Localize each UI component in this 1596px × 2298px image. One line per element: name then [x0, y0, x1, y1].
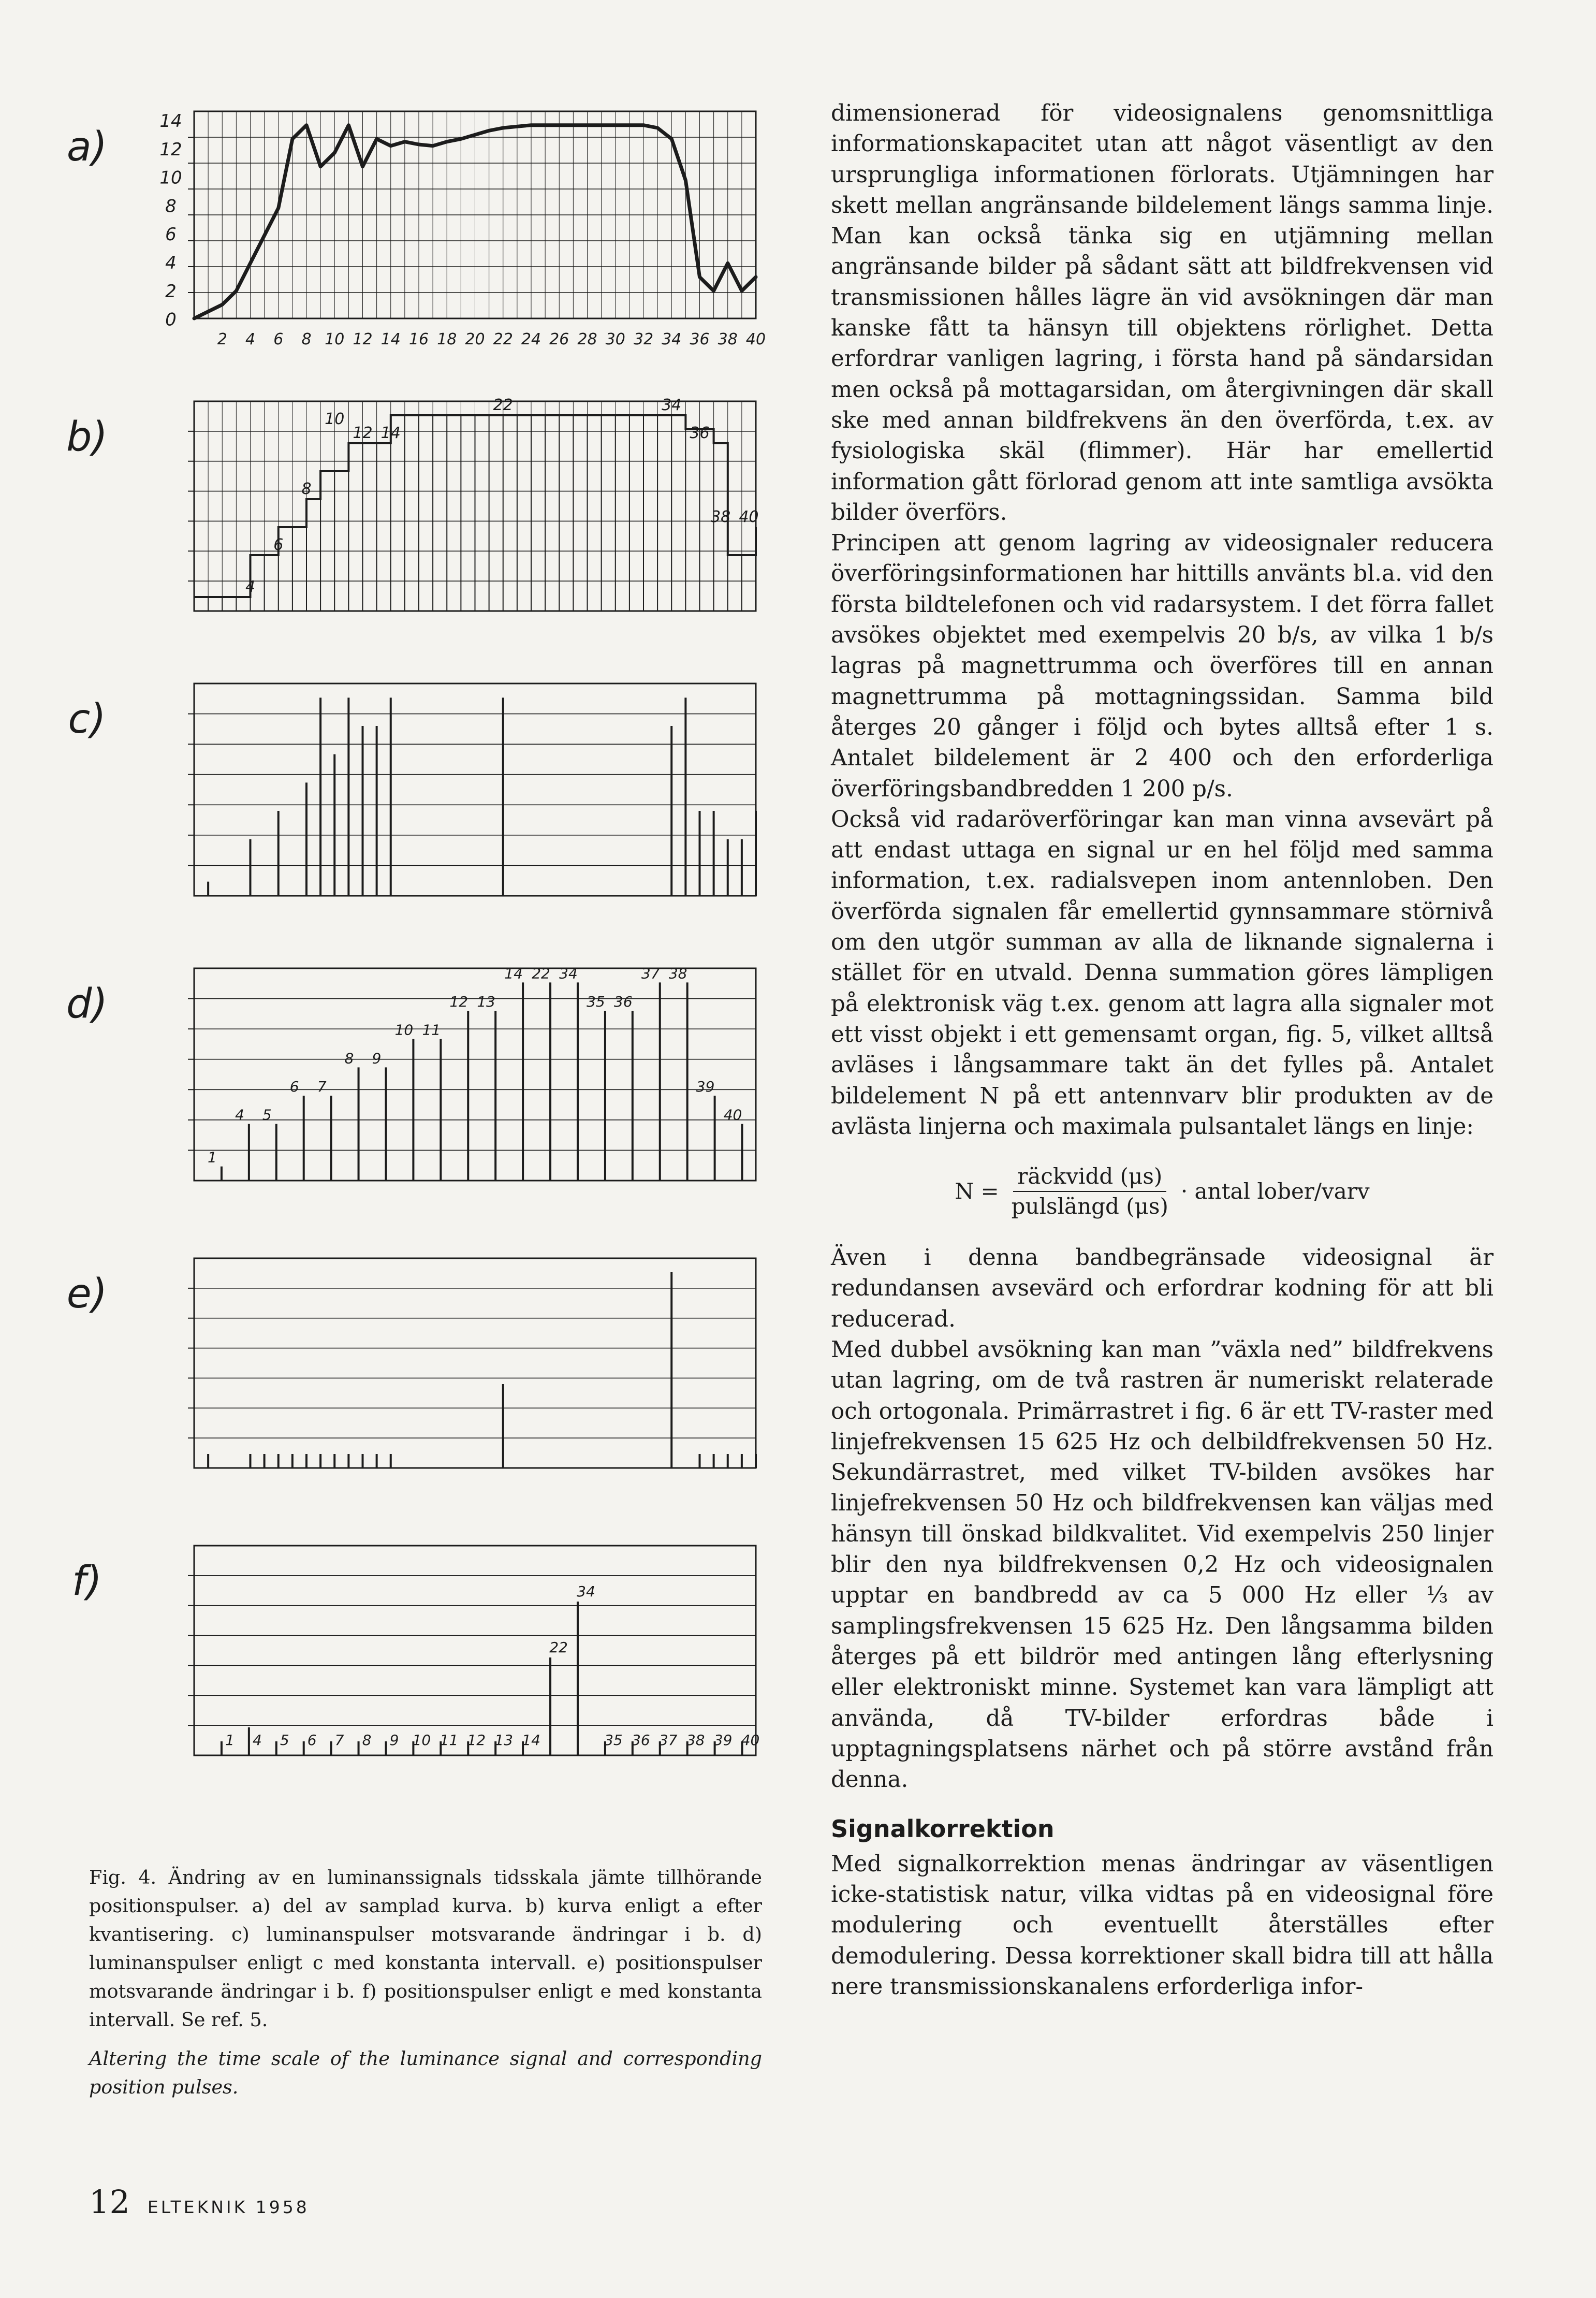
x-tick-label: 10 [325, 330, 345, 348]
pulse-label: 34 [577, 1583, 595, 1600]
panel-letter: a) [66, 124, 108, 170]
level-label: 14 [380, 424, 401, 442]
panel-letter: f) [72, 1558, 102, 1605]
panel-f [72, 1546, 759, 1755]
panel-letter: d) [66, 981, 108, 1027]
pulse-label: 12 [467, 1732, 486, 1749]
pulse-label: 34 [559, 965, 578, 982]
formula-rhs: · antal lober/varv [1180, 1179, 1370, 1204]
level-label: 34 [662, 396, 682, 414]
level-label: 36 [690, 424, 710, 442]
pulse-label: 22 [532, 965, 550, 982]
level-label: 8 [301, 480, 312, 498]
pulse-label: 10 [394, 1021, 414, 1039]
level-label: 6 [273, 536, 284, 554]
panel-letter: e) [66, 1271, 108, 1317]
pulse-label: 35 [604, 1732, 623, 1749]
x-tick-label: 30 [605, 330, 625, 348]
section-heading: Signalkorrektion [831, 1815, 1055, 1843]
pulse-label: 11 [422, 1021, 441, 1039]
y-tick-label: 2 [165, 281, 177, 302]
page-footer [89, 2183, 310, 2221]
magazine-name: ELTEKNIK 1958 [147, 2197, 310, 2217]
caption-english: Altering the time scale of the luminance signal and corresponding position pulses. [89, 2047, 762, 2098]
x-tick-label: 8 [301, 330, 312, 348]
pulse-label: 40 [741, 1732, 760, 1749]
panel-frame [194, 968, 756, 1181]
x-tick-label: 28 [577, 330, 597, 348]
pulse-label: 7 [317, 1078, 327, 1095]
pulse-label: 13 [494, 1732, 514, 1749]
panel-frame [194, 1546, 756, 1755]
pulse-label: 6 [289, 1078, 299, 1095]
panel-grid [188, 1576, 756, 1725]
pulse-label: 38 [668, 965, 687, 982]
pulse-label: 39 [713, 1732, 733, 1749]
pulse-label: 7 [334, 1732, 344, 1749]
pulse-label: 36 [632, 1732, 650, 1749]
pulse-label: 38 [686, 1732, 705, 1749]
pulse-label: 13 [477, 993, 496, 1010]
level-label: 40 [739, 508, 759, 526]
x-tick-label: 32 [633, 330, 654, 348]
paragraph: Också vid radaröverföringar kan man vinna avsevärt på att endast uttaga en signal ur en hel följd med samma information, t.ex. radialsvepen inom antennloben. Den överförda signalen får emellertid gynnsammare störnivå om den utgör summan av alla de liknande signalerna i stället för en utvald. Denna summation göres lämpligen på elektronisk väg t.ex. genom att lagra alla signaler mot ett visst objekt i ett gemensamt organ, fig. 5, vilket alltså avläses i långsammare takt än det fylles på. Antalet bildelement N på ett antennvarv blir produkten av de avlästa linjerna och maximala pulsantalet längs en linje: [831, 806, 1493, 1140]
pulse-label: 9 [372, 1050, 382, 1067]
panel-c [68, 683, 756, 896]
y-tick-label: 12 [159, 139, 182, 160]
page-number: 12 [89, 2183, 130, 2221]
level-label: 22 [493, 396, 513, 414]
figure-caption [89, 1863, 762, 2101]
x-tick-label: 20 [465, 330, 485, 348]
caption-swedish: Fig. 4. Ändring av en luminanssignals tidsskala jämte tillhörande positionspulser. a) del av samplad kurva. b) kurva enligt a efter kvantisering. c) luminanspulser motsvarande ändringar i b. d) luminanspulser enligt c med konstanta intervall. e) positionspulser motsvarande ändringar i b. f) positionspulser enligt e med konstanta intervall. Se ref. 5. [89, 1866, 762, 2031]
panel-e [67, 1258, 756, 1468]
pulse-label: 9 [389, 1732, 399, 1749]
paragraph: Principen att genom lagring av videosignaler reducera överföringsinformationen har hittills använts bl.a. vid den första bildtelefonen och vid radarsystem. I det förra fallet avsökes objektet med exempelvis 20 b/s, av vilka 1 b/s lagras på magnettrumma och överföres till en annan magnettrumma på mottagningssidan. Samma bild återges 20 gånger i följd och bytes alltså efter 1 s. Antalet bildelement är 2 400 och den erforderliga överföringsbandbredden 1 200 p/s. [831, 530, 1493, 802]
panel-d [66, 965, 756, 1181]
x-tick-label: 6 [273, 330, 284, 348]
pulse-label: 4 [235, 1106, 244, 1124]
pulse-label: 5 [262, 1106, 272, 1124]
pulse-label: 22 [549, 1639, 568, 1656]
x-tick-label: 22 [493, 330, 513, 348]
level-label: 38 [711, 508, 731, 526]
pulse-label: 37 [658, 1732, 678, 1749]
pulse-label: 4 [252, 1732, 262, 1749]
x-tick-label: 4 [245, 330, 256, 348]
x-tick-label: 38 [718, 330, 738, 348]
x-tick-label: 34 [662, 330, 682, 348]
level-label: 10 [325, 410, 345, 428]
y-tick-label: 8 [165, 196, 177, 217]
level-label: 4 [245, 578, 256, 596]
panel-b [66, 396, 759, 611]
x-tick-label: 24 [521, 330, 541, 348]
pulse-label: 12 [449, 993, 468, 1010]
formula-numerator: räckvidd (μs) [1013, 1163, 1166, 1192]
x-tick-label: 14 [380, 330, 401, 348]
y-tick-label: 4 [165, 252, 177, 273]
pulse-label: 36 [614, 993, 633, 1010]
y-tick-label: 6 [165, 224, 177, 245]
pulse-label: 37 [641, 965, 660, 982]
pulse-label: 8 [344, 1050, 354, 1067]
pulse-label: 1 [225, 1732, 235, 1749]
x-tick-label: 26 [549, 330, 569, 348]
panel-letter: b) [66, 414, 108, 460]
pulse-label: 10 [412, 1732, 431, 1749]
pulse-label: 39 [696, 1078, 715, 1095]
pulse-label: 35 [587, 993, 605, 1010]
x-tick-label: 40 [745, 330, 766, 348]
pulse-label: 14 [522, 1732, 540, 1749]
formula [831, 1163, 1493, 1220]
panel-a [67, 111, 766, 348]
panel-grid [188, 401, 759, 611]
formula-fraction [1007, 1163, 1173, 1220]
x-tick-label: 36 [690, 330, 710, 348]
x-tick-label: 16 [408, 330, 429, 348]
x-tick-label: 2 [217, 330, 227, 348]
panel-letter: c) [68, 696, 106, 743]
pulse-label: 8 [362, 1732, 372, 1749]
y-tick-label: 14 [159, 111, 182, 132]
pulse-label: 6 [307, 1732, 317, 1749]
pulse-label: 1 [208, 1148, 217, 1166]
paragraph: Med dubbel avsökning kan man ”växla ned” bildfrekvens utan lagring, om de två rastren är numeriskt relaterade och ortogonala. Primärrastret i fig. 6 är ett TV-raster med linjefrekvensen 15 625 Hz och delbildfrekvensen 50 Hz. Sekundärrastret, med vilket TV-bilden avsökes har linjefrekvensen 50 Hz och bildfrekvensen kan väljas med hänsyn till önskad bildkvalitet. Vid exempelvis 250 linjer blir den nya bildfrekvensen 0,2 Hz och videosignalen upptar en bandbredd av ca 5 000 Hz eller ⅓ av samplingsfrekvensen 15 625 Hz. Den långsamma bilden återges på ett bildrör med antingen lång efterlysning eller elektroniskt minne. Systemet kan vara lämpligt att använda, då TV-bilder erfordras både i upptagningsplatsens närhet och på större avstånd från denna. [831, 1336, 1493, 1793]
x-tick-label: 12 [353, 330, 373, 348]
article-text [831, 98, 1493, 2002]
x-tick-label: 18 [437, 330, 457, 348]
pulse-label: 40 [723, 1106, 742, 1124]
y-tick-label: 0 [165, 309, 177, 330]
y-tick-label: 10 [159, 167, 182, 188]
level-label: 12 [353, 424, 373, 442]
pulse-label: 5 [280, 1732, 289, 1749]
formula-denominator: pulslängd (μs) [1011, 1194, 1168, 1219]
panel-grid [188, 999, 756, 1151]
paragraph: Även i denna bandbegränsade videosignal är redundansen avsevärd och erfordrar kodning för att bli reducerad. [831, 1245, 1493, 1332]
pulse-label: 11 [440, 1732, 459, 1749]
paragraph: dimensionerad för videosignalens genomsnittliga informationskapacitet utan att något väsentligt av den ursprungliga informationen förlorats. Utjämningen har skett mellan angränsande bildelement längs samma linje. Man kan också tänka sig en utjämning mellan angränsande bilder på sådant sätt att bildfrekvensen vid transmissionen hålles lägre än vid avsökningen där man kanske fått ta hänsyn till objektens rörlighet. Detta erfordrar vanligen lagring, i första hand på sändarsidan men också på mottagarsidan, om återgivningen där skall ske med annan bildfrekvens än den överförda, t.ex. av fysiologiska skäl (flimmer). Här har emellertid information gått förlorad genom att inte samtliga avsökta bilder överförs. [831, 100, 1493, 526]
pulse-label: 14 [504, 965, 523, 982]
paragraph: Med signalkorrektion menas ändringar av väsentligen icke-statistisk natur, vilka vidtas på en videosignal före modulering och eventuellt återställes efter demodulering. Dessa korrektioner skall bidra till att hålla nere transmissionskanalens erforderliga infor- [831, 1851, 1493, 2000]
formula-lhs: N = [955, 1179, 999, 1204]
